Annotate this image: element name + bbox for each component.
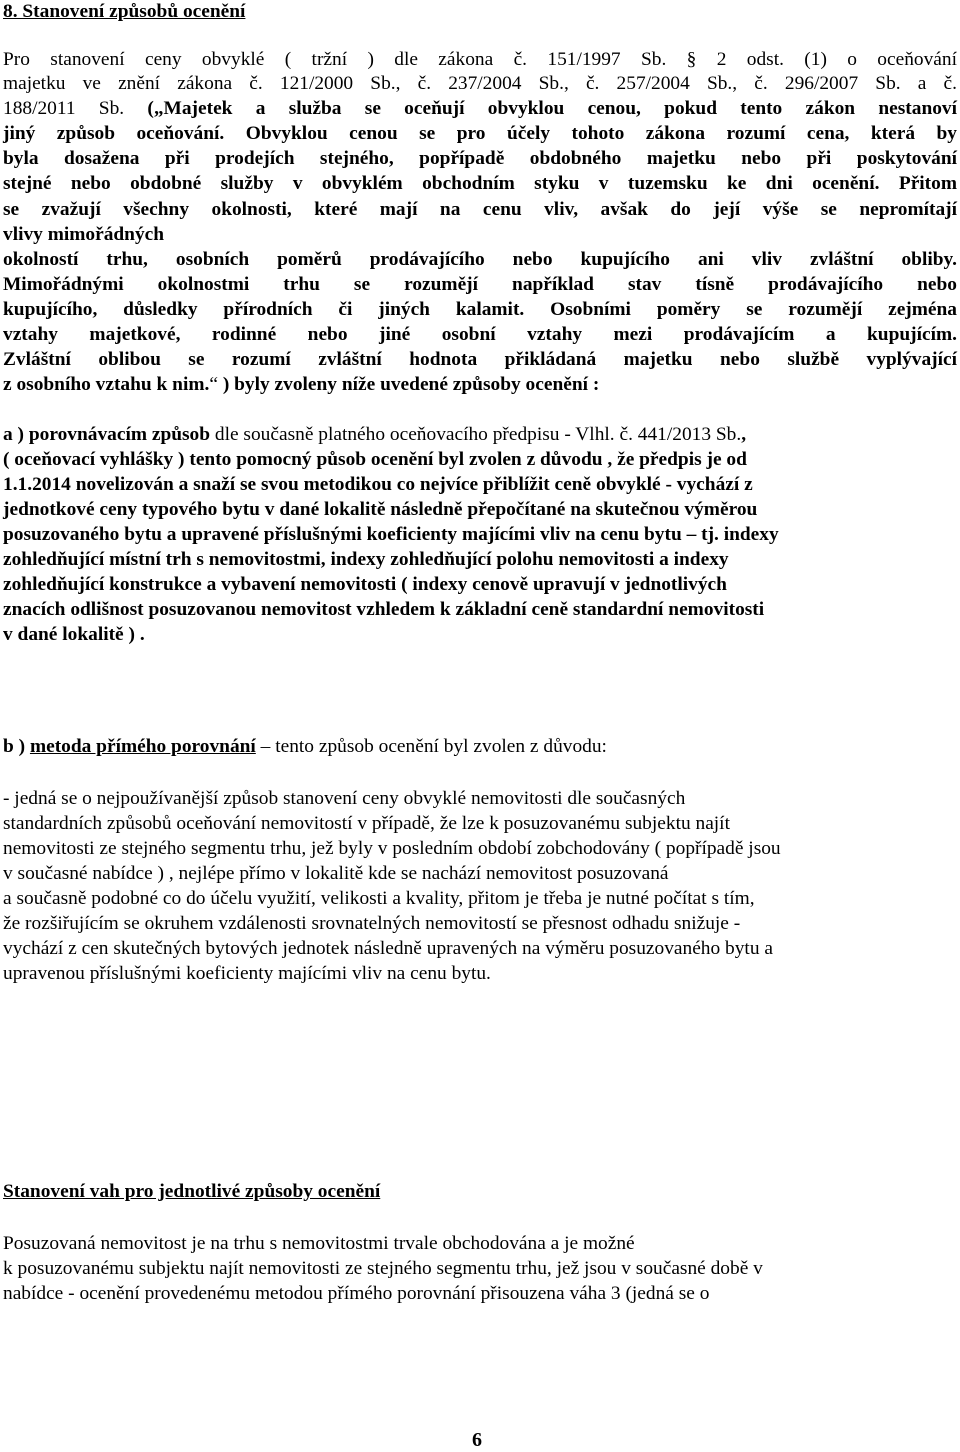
method-b-name: metoda přímého porovnání (29, 736, 256, 757)
intro-line-9: okolností trhu, osobních poměrů prodávajícího nebo kupujícího ani vliv zvláštní obliby. (3, 249, 957, 270)
method-a-line-7: zohledňující konstrukce a vybavení nemovitosti ( indexy cenově upravují v jednotlivých (3, 574, 727, 595)
method-a-line-9: v dané lokalitě ) . (3, 624, 145, 645)
intro-line-8: vlivy mimořádných (3, 224, 165, 245)
weights-heading: Stanovení vah pro jednotlivé způsoby ocenění (3, 1181, 381, 1202)
intro-line-13: Zvláštní oblibou se rozumí zvláštní hodnota přikládaná majetku nebo službě vyplývající (3, 349, 957, 370)
method-a-line-8: znacích odlišnost posuzovanou nemovitost vzhledem k základní ceně standardní nemovitosti (3, 599, 765, 620)
weights-line-2: k posuzovanému subjektu najít nemovitosti ze stejného segmentu trhu, jež jsou v současné době v (3, 1258, 763, 1279)
method-a-line-3: 1.1.2014 novelizován a snaží se svou metodikou co nejvíce přiblížit ceně obvyklé - vychází z (3, 474, 753, 495)
intro-line-10: Mimořádnými okolnostmi trhu se rozumějí například stav tísně prodávajícího nebo (3, 274, 957, 295)
intro-line-6-start: stejné nebo obdobné služby v obvyklém obchodním styku v tuzemsku ke dni ocenění. (3, 173, 899, 194)
method-b-line-5: a současně podobné co do účelu využití, velikosti a kvality, přitom je třeba je nutné počítat s tím, (3, 888, 755, 909)
page-number: 6 (472, 1429, 482, 1451)
intro-line-14-end: ) byly zvoleny níže uvedené způsoby ocenění : (217, 374, 600, 395)
weights-line-3: nabídce - ocenění provedenému metodou přímého porovnání přisouzena váha 3 (jedná se o (3, 1283, 710, 1304)
method-b-label: b ) (3, 736, 30, 757)
intro-line-5: byla dosažena při prodejích stejného, popřípadě obdobného majetku nebo při poskytování (3, 148, 957, 169)
method-b-reason: – tento způsob ocenění byl zvolen z důvodu: (255, 736, 607, 757)
method-a-line-6: zohledňující místní trh s nemovitostmi, indexy zohledňující polohu nemovitosti a indexy (3, 549, 729, 570)
intro-line-1: Pro stanovení ceny obvyklé ( tržní ) dle zákona č. 151/1997 Sb. § 2 odst. (1) o oceňování (3, 49, 957, 70)
method-b-line-2: standardních způsobů oceňování nemovitostí v případě, že lze k posuzovanému subjektu najít (3, 813, 730, 834)
intro-line-3-quote: („Majetek a služba se oceňují obvyklou cenou, pokud tento zákon nestanoví (147, 98, 958, 119)
method-a-title: a ) porovnávacím způsob (3, 424, 211, 445)
intro-line-4-rest: Obvyklou cenou se pro účely tohoto zákona rozumí cena, která by (245, 123, 957, 144)
method-a-line-1 (3, 423, 746, 447)
method-b-line-8: upravenou příslušnými koeficienty majícími vliv na cenu bytu. (3, 963, 491, 984)
method-a-line-5: posuzovaného bytu a upravené příslušnými koeficienty majícími vliv na cenu bytu – tj. indexy (3, 524, 779, 545)
method-b-line-1: - jedná se o nejpoužívanější způsob stanovení ceny obvyklé nemovitosti dle současných (3, 788, 686, 809)
method-a-line-4: jednotkové ceny typového bytu v dané lokalitě následně přepočítané na skutečnou výměrou (3, 499, 758, 520)
intro-line-4 (3, 122, 957, 146)
method-b-line-6: že rozšiřujícím se okruhem vzdálenosti srovnatelných nemovitostí se přesnost odhadu snižuje - (3, 913, 741, 934)
intro-line-12: vztahy majetkové, rodinné nebo jiné osobní vztahy mezi prodávajícím a kupujícím. (3, 324, 957, 345)
intro-line-14-start: z osobního vztahu k nim. (3, 374, 210, 395)
intro-line-11-start: kupujícího, důsledky přírodních či jiných kalamit. (3, 299, 551, 320)
intro-line-6-end: Přitom (898, 173, 957, 194)
method-b-line-4: v současné nabídce ) , nejlépe přímo v lokalitě kde se nachází nemovitost posuzovaná (3, 863, 669, 884)
weights-line-1: Posuzovaná nemovitost je na trhu s nemovitostmi trvale obchodována a je možné (3, 1233, 635, 1254)
intro-line-14 (3, 373, 599, 397)
method-b-line-7: vychází z cen skutečných bytových jednotek následně upravených na výměru posuzovaného bytu a (3, 938, 773, 959)
method-b-heading (3, 735, 607, 759)
intro-line-2: majetku ve znění zákona č. 121/2000 Sb., č. 237/2004 Sb., č. 257/2004 Sb., č. 296/2007 Sb. a č. (3, 73, 957, 94)
method-a-regulation: dle současně platného oceňovacího předpisu - Vlhl. č. 441/2013 Sb. (210, 424, 742, 445)
method-b-line-3: nemovitosti ze stejného segmentu trhu, jež byly v posledním období zobchodovány ( popřípadě jsou (3, 838, 781, 859)
section-heading: 8. Stanovení způsobů ocenění (3, 1, 246, 22)
intro-line-6 (3, 172, 957, 196)
method-a-line-2: ( oceňovací vyhlášky ) tento pomocný působ ocenění byl zvolen z důvodu , že předpis je od (3, 449, 747, 470)
method-a-comma: , (741, 424, 747, 445)
intro-line-7: se zvažují všechny okolnosti, které mají na cenu vliv, avšak do její výše se nepromítají (3, 199, 957, 220)
intro-line-11 (3, 298, 957, 322)
intro-line-11-end: Osobními poměry se rozumějí zejména (550, 299, 957, 320)
intro-line-3 (3, 97, 957, 121)
closing-quote: “ (209, 374, 218, 395)
intro-line-3-start: 188/2011 Sb. (3, 98, 148, 119)
intro-line-4-start: jiný způsob oceňování. (3, 123, 246, 144)
